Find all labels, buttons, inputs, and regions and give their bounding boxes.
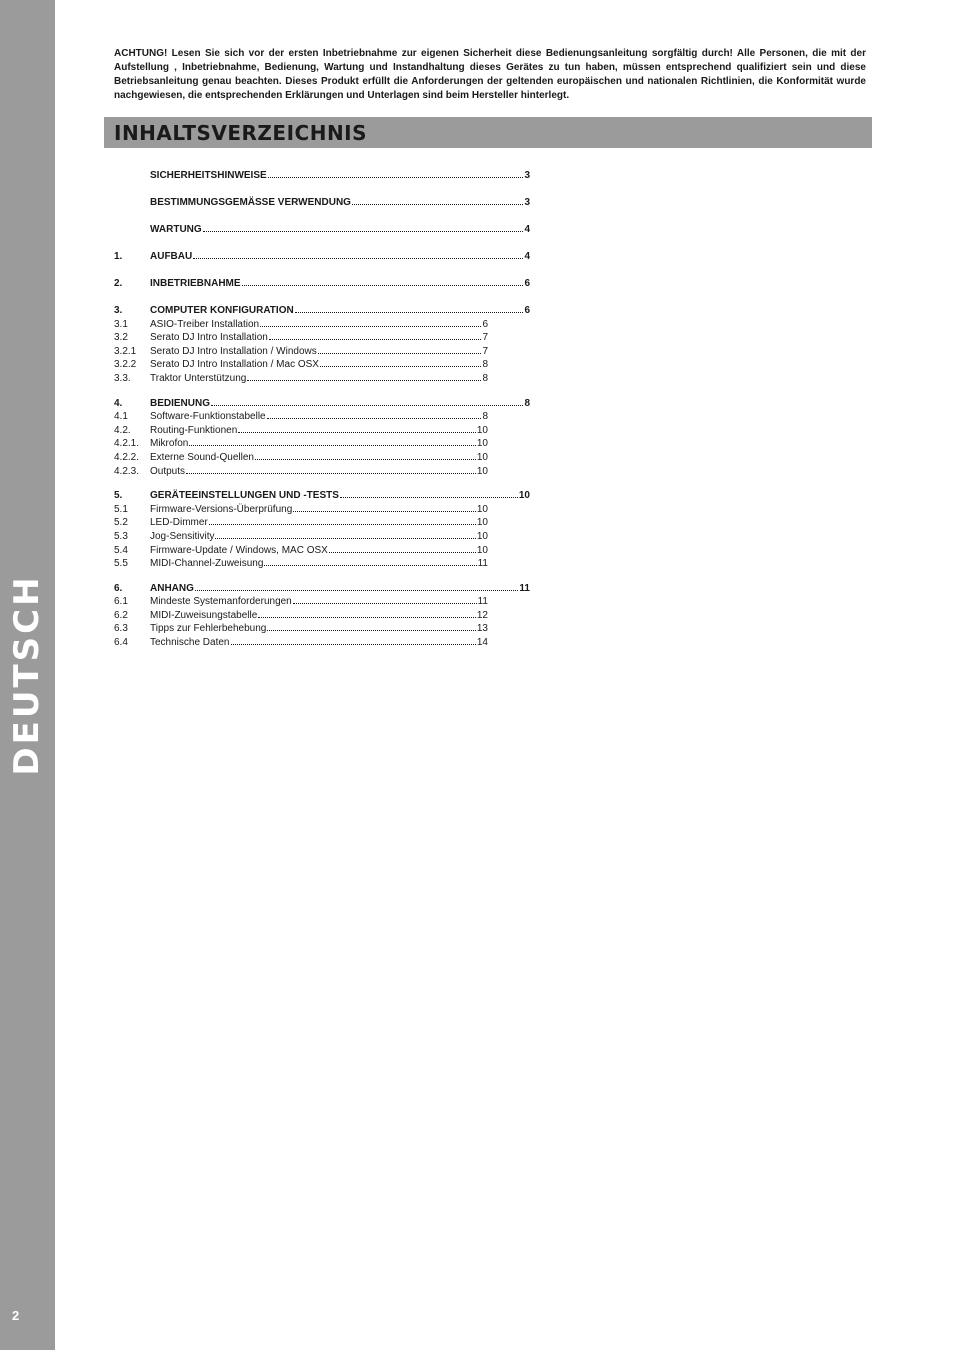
toc-sub-entry[interactable] xyxy=(114,543,488,557)
toc-main-entry[interactable] xyxy=(114,222,530,238)
page-title: INHALTSVERZEICHNIS xyxy=(114,121,368,145)
toc-entry-title: INBETRIEBNAHME xyxy=(150,278,241,289)
toc-entry-title: Mindeste Systemanforderungen xyxy=(150,596,292,608)
toc-entry-title: Firmware-Update / Windows, MAC OSX xyxy=(150,544,328,556)
toc-entry-page: 11 xyxy=(477,596,488,608)
toc-dot-leader xyxy=(195,581,519,591)
toc-entry-number: 3.1 xyxy=(114,318,128,330)
toc-entry-page: 6 xyxy=(524,305,530,316)
toc-dot-leader xyxy=(186,464,476,474)
toc-sub-entry[interactable] xyxy=(114,436,488,450)
toc-main-entry[interactable] xyxy=(114,276,530,292)
toc-main-entry[interactable] xyxy=(114,581,530,595)
toc-entry-page: 10 xyxy=(476,424,488,436)
toc-dot-leader xyxy=(267,409,482,419)
toc-entry-title: Traktor Unterstützung xyxy=(150,372,247,384)
toc-sub-entry[interactable] xyxy=(114,502,488,516)
toc-entry-title: MIDI-Zuweisungstabelle xyxy=(150,609,258,621)
toc-entry-page: 4 xyxy=(524,251,530,262)
toc-dot-leader xyxy=(260,317,481,327)
toc-entry-number: 6.1 xyxy=(114,596,128,608)
toc-dot-leader xyxy=(352,195,523,205)
toc-sub-entry[interactable] xyxy=(114,371,488,385)
toc-entry-page: 10 xyxy=(476,517,488,529)
toc-sub-entry[interactable] xyxy=(114,594,488,608)
toc-entry-page: 10 xyxy=(476,544,488,556)
toc-entry-page: 3 xyxy=(524,197,530,208)
toc-entry-title: BESTIMMUNGSGEMÄSSE VERWENDUNG xyxy=(150,197,351,208)
toc-entry-title: Mikrofon xyxy=(150,438,189,450)
toc-entry-number: 4.2.2. xyxy=(114,451,140,463)
toc-entry-page: 10 xyxy=(518,490,530,502)
toc-dot-leader xyxy=(238,423,476,433)
toc-dot-leader xyxy=(247,371,481,381)
toc-dot-leader xyxy=(318,344,482,354)
toc-sub-entry[interactable] xyxy=(114,423,488,437)
toc-entry-page: 8 xyxy=(482,372,488,384)
toc-entry-page: 7 xyxy=(482,345,488,357)
toc-entry-title: ASIO-Treiber Installation xyxy=(150,318,260,330)
toc-entry-number: 3.3. xyxy=(114,372,131,384)
toc-section xyxy=(114,581,544,649)
toc-entry-title: Software-Funktionstabelle xyxy=(150,411,266,423)
toc-dot-leader xyxy=(320,357,481,367)
toc-dot-leader xyxy=(189,436,476,446)
toc-entry-page: 4 xyxy=(524,224,530,235)
toc-entry-title: Routing-Funktionen xyxy=(150,424,238,436)
toc-entry-number: 3.2 xyxy=(114,332,128,344)
toc-sub-entry[interactable] xyxy=(114,450,488,464)
toc-entry-page: 10 xyxy=(476,503,488,515)
toc-entry-title: Serato DJ Intro Installation / Windows xyxy=(150,345,317,357)
toc-dot-leader xyxy=(269,330,482,340)
toc-entry-number: 6. xyxy=(114,582,123,594)
toc-entry-title: ANHANG xyxy=(150,582,194,594)
toc-sub-entry[interactable] xyxy=(114,635,488,649)
toc-entry-title: COMPUTER KONFIGURATION xyxy=(150,305,294,316)
toc-entry-title: Technische Daten xyxy=(150,637,230,649)
toc-entry-page: 8 xyxy=(482,411,488,423)
toc-entry-number: 6.2 xyxy=(114,609,128,621)
toc-entry-title: WARTUNG xyxy=(150,224,202,235)
toc-entry-number: 5.4 xyxy=(114,544,128,556)
toc-entry-number: 3.2.1 xyxy=(114,345,137,357)
toc-entry-number: 4. xyxy=(114,397,123,409)
toc-entry-page: 3 xyxy=(524,170,530,181)
toc-entry-title: Tipps zur Fehlerbehebung xyxy=(150,623,267,635)
toc-entry-page: 11 xyxy=(477,558,488,570)
toc-sub-entry[interactable] xyxy=(114,515,488,529)
toc-sub-entry[interactable] xyxy=(114,464,488,478)
toc-dot-leader xyxy=(267,621,476,631)
toc-entry-page: 10 xyxy=(476,465,488,477)
toc-entry-title: Serato DJ Intro Installation xyxy=(150,332,268,344)
toc-dot-leader xyxy=(255,450,476,460)
toc-entry-title: SICHERHEITSHINWEISE xyxy=(150,170,267,181)
toc-sub-entry[interactable] xyxy=(114,317,488,331)
toc-entry-page: 14 xyxy=(476,637,488,649)
toc-entry-title: Firmware-Versions-Überprüfung xyxy=(150,503,293,515)
toc-dot-leader xyxy=(242,276,524,286)
toc-entry-number: 3.2.2 xyxy=(114,359,137,371)
toc-entry-number: 5.2 xyxy=(114,517,128,529)
language-label: DEUTSCH xyxy=(7,574,47,776)
toc-main-entry[interactable] xyxy=(114,303,530,317)
toc-entry-number: 4.1 xyxy=(114,411,128,423)
toc-dot-leader xyxy=(264,556,476,566)
toc-dot-leader xyxy=(193,249,523,259)
toc-entry-title: GERÄTEEINSTELLUNGEN UND -TESTS xyxy=(150,490,339,502)
toc-dot-leader xyxy=(258,608,476,618)
toc-entry-number: 5.5 xyxy=(114,558,128,570)
toc-entry-number: 4.2.1. xyxy=(114,438,140,450)
toc-sub-entry[interactable] xyxy=(114,529,488,543)
toc-entry-title: MIDI-Channel-Zuweisung xyxy=(150,558,264,570)
toc-entry-number: 5.3 xyxy=(114,530,128,542)
toc-section xyxy=(114,195,544,211)
toc-section xyxy=(114,488,544,570)
toc-entry-number: 5. xyxy=(114,490,123,502)
toc-entry-page: 8 xyxy=(524,397,530,409)
toc-dot-leader xyxy=(231,635,476,645)
toc-entry-page: 10 xyxy=(476,530,488,542)
toc-dot-leader xyxy=(295,303,524,313)
toc-entry-page: 11 xyxy=(519,582,530,594)
toc-dot-leader xyxy=(293,594,477,604)
toc-main-entry[interactable] xyxy=(114,249,530,265)
toc-section xyxy=(114,276,544,292)
toc-dot-leader xyxy=(215,529,475,539)
toc-entry-page: 8 xyxy=(482,359,488,371)
safety-warning: ACHTUNG! Lesen Sie sich vor der ersten Inbetriebnahme zur eigenen Sicherheit diese Bedienungsanleitung sorgfältig durch! Alle Personen, die mit der Aufstellung , Inbetriebnahme, Bedienung, Wartung und Instandhaltung dieses Gerätes zu tun haben, müssen entsprechend qualifiziert sein und diese Betriebsanleitung genau beachten. Dieses Produkt erfüllt die Anforderungen der geltenden europäischen und nationalen Richtlinien, die Konformität wurde nachgewiesen, die entsprechenden Erklärungen und Unterlagen sind beim Hersteller hinterlegt. xyxy=(114,48,866,101)
toc-sub-entry[interactable] xyxy=(114,621,488,635)
toc-entry-number: 5.1 xyxy=(114,503,128,515)
toc-entry-title: LED-Dimmer xyxy=(150,517,208,529)
toc-entry-number: 3. xyxy=(114,305,123,316)
toc-dot-leader xyxy=(203,222,524,232)
toc-entry-number: 4.2. xyxy=(114,424,131,436)
toc-section xyxy=(114,222,544,238)
toc-main-entry[interactable] xyxy=(114,488,530,502)
toc-entry-title: BEDIENUNG xyxy=(150,397,211,409)
toc-sub-entry[interactable] xyxy=(114,556,488,570)
table-of-contents xyxy=(114,168,544,660)
toc-entry-page: 7 xyxy=(482,332,488,344)
toc-main-entry[interactable] xyxy=(114,168,530,184)
toc-entry-number: 4.2.3. xyxy=(114,465,140,477)
sidebar xyxy=(0,0,55,1350)
toc-sub-entry[interactable] xyxy=(114,344,488,358)
toc-entry-page: 12 xyxy=(476,609,488,621)
toc-sub-entry[interactable] xyxy=(114,608,488,622)
toc-entry-title: Outputs xyxy=(150,465,186,477)
toc-dot-leader xyxy=(268,168,524,178)
toc-dot-leader xyxy=(211,396,523,406)
toc-entry-page: 6 xyxy=(524,278,530,289)
toc-main-entry[interactable] xyxy=(114,396,530,410)
toc-section xyxy=(114,168,544,184)
toc-section xyxy=(114,249,544,265)
toc-entry-title: Externe Sound-Quellen xyxy=(150,451,254,463)
toc-entry-page: 13 xyxy=(476,623,488,635)
heading-bar xyxy=(104,117,872,148)
toc-entry-page: 10 xyxy=(476,438,488,450)
toc-dot-leader xyxy=(209,515,476,525)
toc-sub-entry[interactable] xyxy=(114,409,488,423)
toc-entry-title: Serato DJ Intro Installation / Mac OSX xyxy=(150,359,319,371)
toc-dot-leader xyxy=(329,543,476,553)
toc-main-entry[interactable] xyxy=(114,195,530,211)
toc-dot-leader xyxy=(340,488,518,498)
toc-entry-number: 6.4 xyxy=(114,637,128,649)
toc-entry-title: AUFBAU xyxy=(150,251,193,262)
toc-section xyxy=(114,303,544,385)
toc-section xyxy=(114,396,544,478)
toc-dot-leader xyxy=(293,502,476,512)
toc-sub-entry[interactable] xyxy=(114,357,488,371)
page-number: 2 xyxy=(12,1308,20,1323)
toc-entry-page: 10 xyxy=(476,451,488,463)
toc-entry-title: Jog-Sensitivity xyxy=(150,530,215,542)
toc-sub-entry[interactable] xyxy=(114,330,488,344)
toc-entry-page: 6 xyxy=(482,318,488,330)
toc-entry-number: 1. xyxy=(114,251,123,262)
toc-entry-number: 6.3 xyxy=(114,623,128,635)
toc-entry-number: 2. xyxy=(114,278,123,289)
